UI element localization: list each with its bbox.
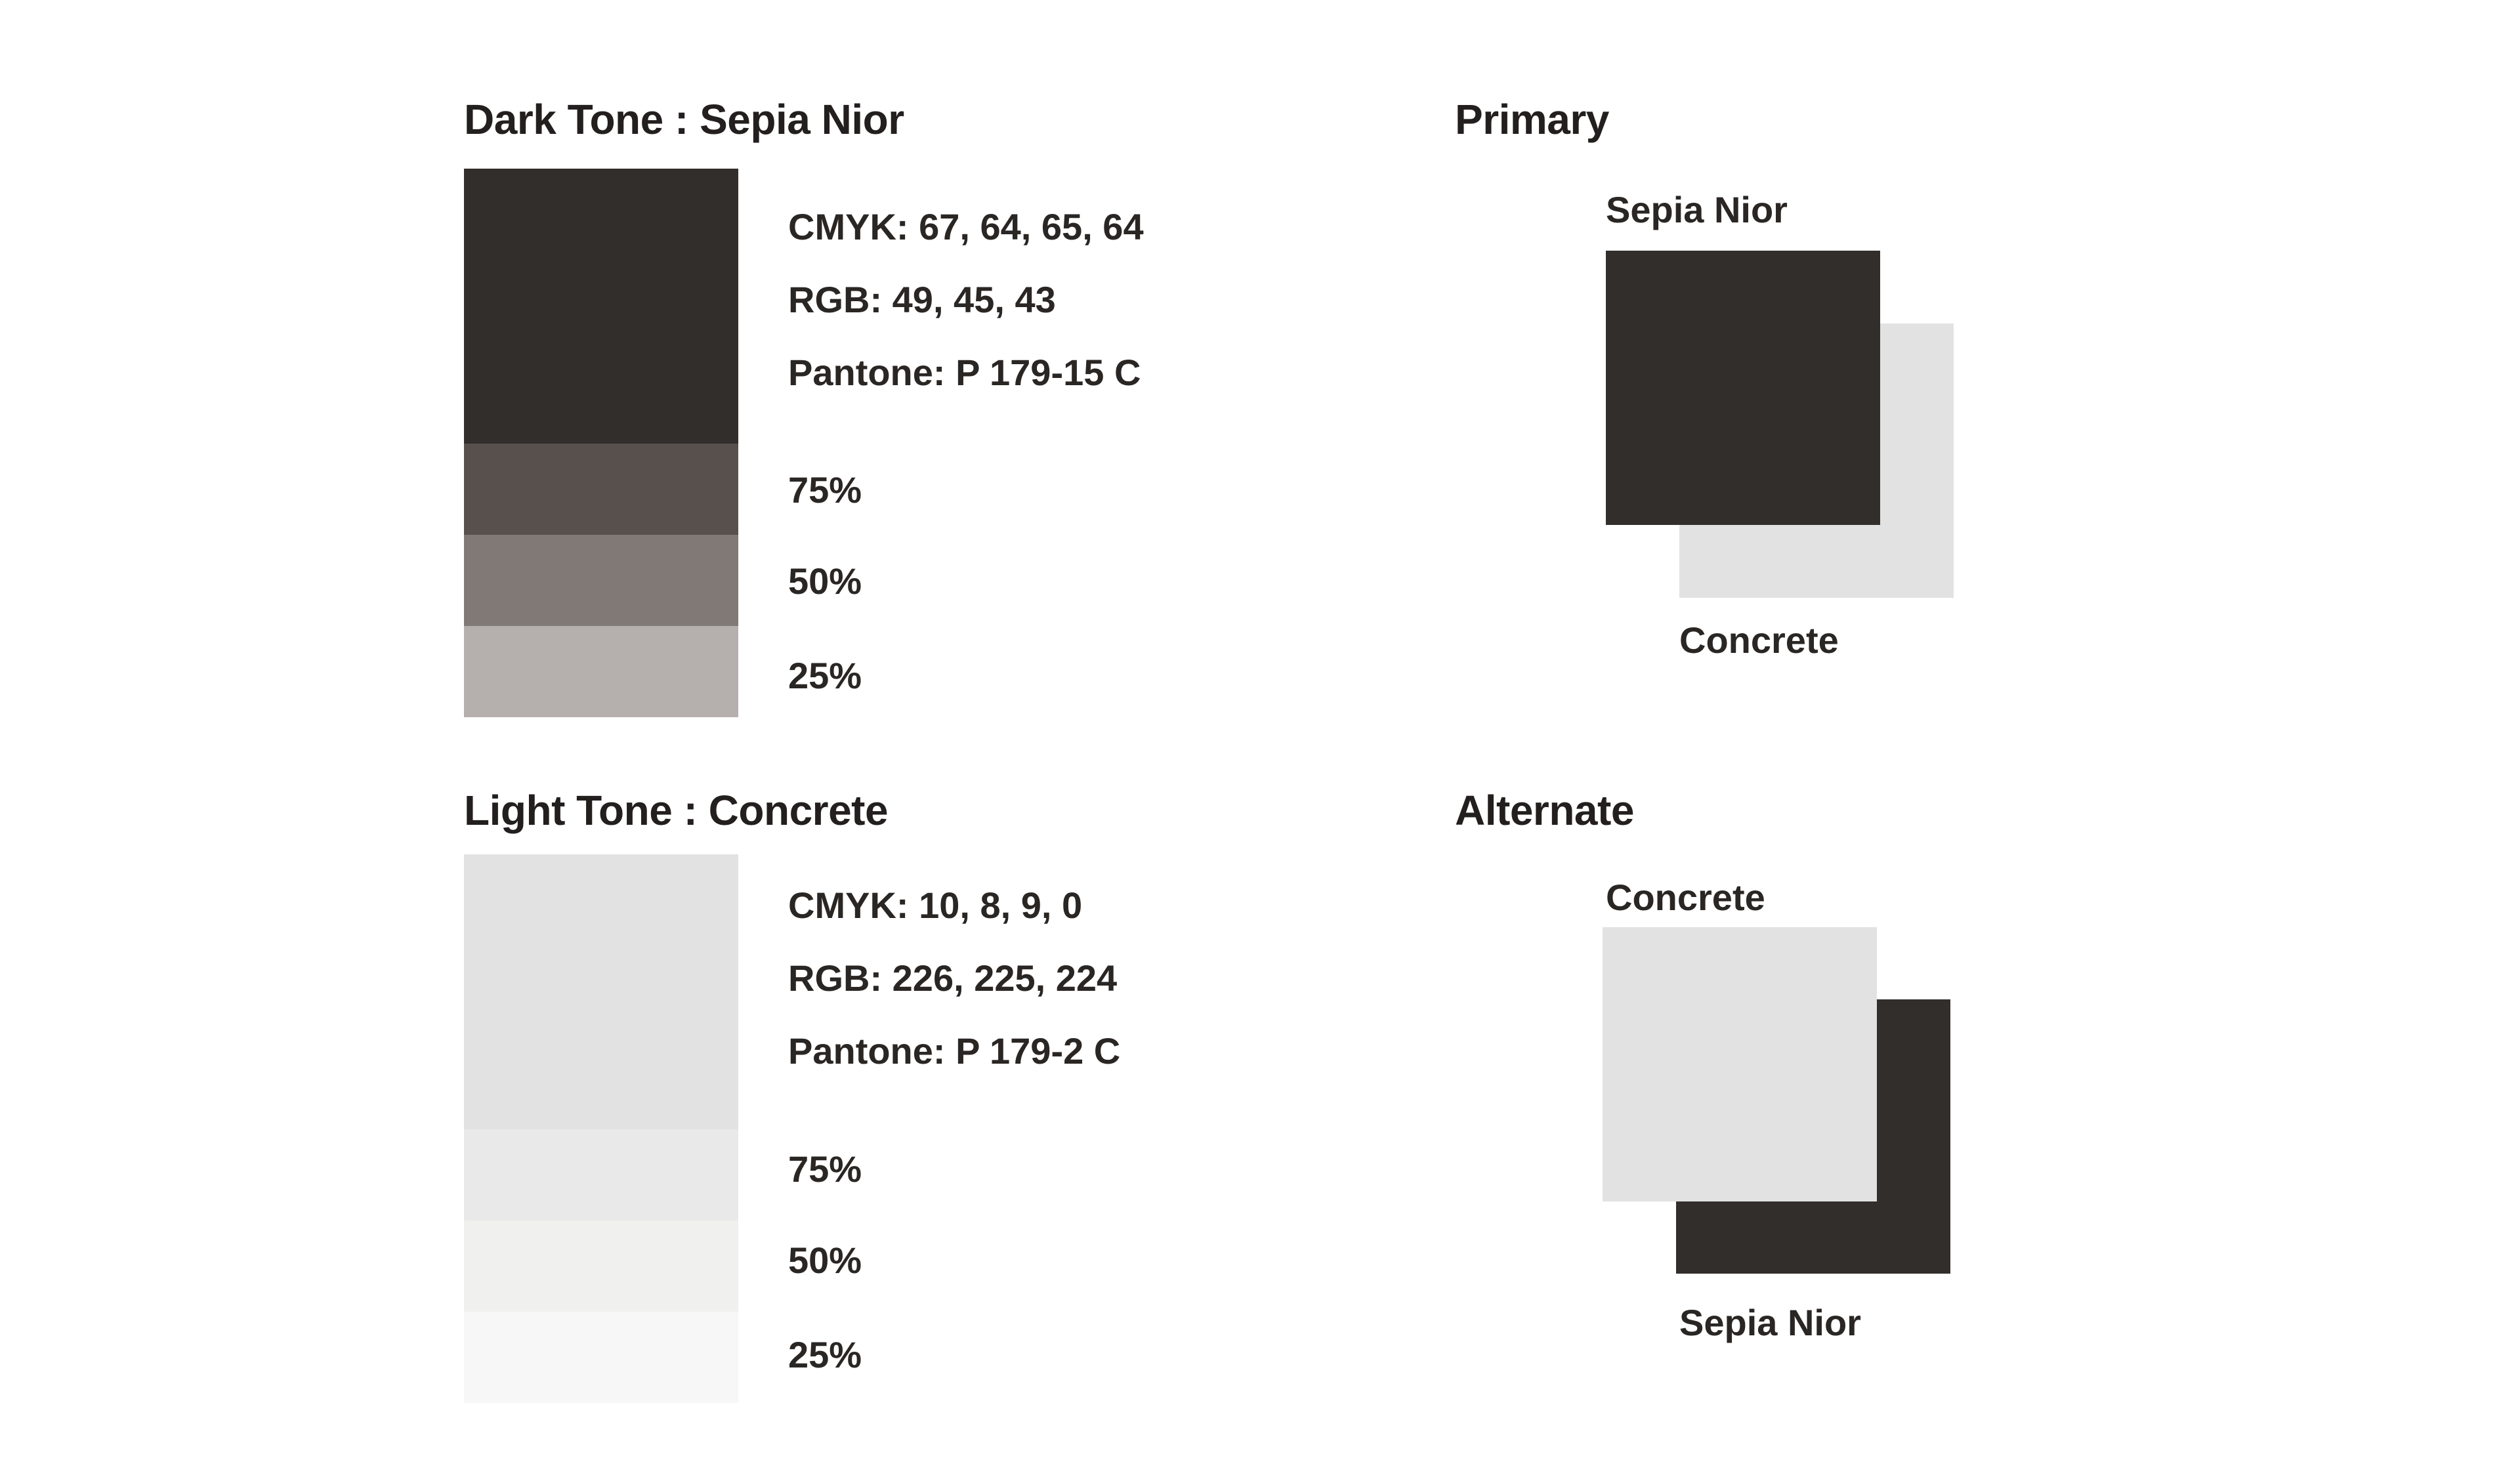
- primary-heading: Primary: [1455, 96, 1609, 143]
- sepia-nior-tint-50: [464, 535, 738, 626]
- light-tone-tint-50-label: 50%: [788, 1240, 862, 1281]
- light-tone-tint-25-label: 25%: [788, 1334, 862, 1375]
- sepia-nior-tint-25: [464, 626, 738, 717]
- light-tone-heading: Light Tone : Concrete: [464, 787, 889, 834]
- dark-tone-rgb: RGB: 49, 45, 43: [788, 279, 1056, 320]
- alternate-front-swatch: [1603, 927, 1877, 1201]
- primary-front-swatch: [1606, 251, 1880, 525]
- dark-tone-tint-50-label: 50%: [788, 560, 862, 602]
- light-tone-tint-75-label: 75%: [788, 1148, 862, 1190]
- concrete-tint-25: [464, 1312, 738, 1403]
- primary-back-label: Concrete: [1679, 619, 1839, 661]
- dark-tone-tint-75-label: 75%: [788, 469, 862, 511]
- light-tone-rgb: RGB: 226, 225, 224: [788, 957, 1118, 999]
- primary-front-label: Sepia Nior: [1606, 189, 1788, 230]
- sepia-nior-tint-75: [464, 444, 738, 535]
- light-tone-cmyk: CMYK: 10, 8, 9, 0: [788, 885, 1083, 926]
- concrete-tint-50: [464, 1220, 738, 1312]
- alternate-back-label: Sepia Nior: [1679, 1302, 1861, 1343]
- light-tone-pantone: Pantone: P 179-2 C: [788, 1030, 1121, 1072]
- dark-tone-heading: Dark Tone : Sepia Nior: [464, 96, 904, 143]
- sepia-nior-swatch: [464, 169, 738, 444]
- dark-tone-pantone: Pantone: P 179-15 C: [788, 352, 1141, 393]
- alternate-front-label: Concrete: [1606, 877, 1765, 918]
- concrete-tint-75: [464, 1129, 738, 1220]
- alternate-heading: Alternate: [1455, 787, 1634, 834]
- dark-tone-cmyk: CMYK: 67, 64, 65, 64: [788, 206, 1144, 247]
- dark-tone-tint-25-label: 25%: [788, 655, 862, 696]
- concrete-swatch: [464, 854, 738, 1129]
